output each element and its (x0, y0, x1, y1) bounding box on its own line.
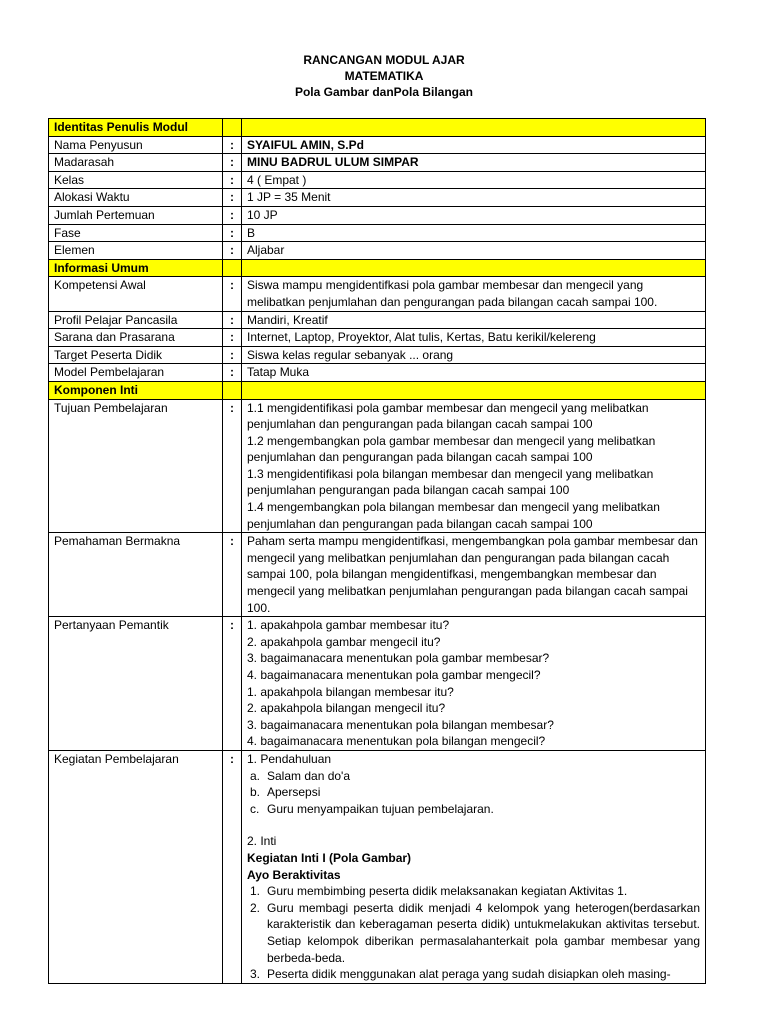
row-madrasah (49, 154, 706, 172)
section-informasi (49, 259, 706, 277)
pendahuluan-item: b. Apersepsi (250, 785, 321, 800)
inti-item: 3. Peserta didik menggunakan alat peraga yang sudah disiapkan oleh masing- (250, 967, 671, 982)
separator: : (223, 750, 242, 983)
section-informasi-label: Informasi Umum (49, 259, 223, 277)
penyusun-label: Nama Penyusun (49, 136, 223, 154)
pemahaman-label: Pemahaman Bermakna (49, 533, 223, 617)
row-elemen (49, 242, 706, 260)
section-komponen-label: Komponen Inti (49, 381, 223, 399)
row-alokasi (49, 189, 706, 207)
separator: : (223, 311, 242, 329)
tujuan-item: 1.4 mengembangkan pola bilangan membesar dan mengecil yang melibatkan penjumlahan dan pengurangan pada bilangan cacah sampai 100 (247, 500, 660, 531)
pendahuluan-item: c. Guru menyampaikan tujuan pembelajaran. (250, 801, 494, 816)
separator: : (223, 329, 242, 347)
profil-value: Mandiri, Kreatif (242, 311, 706, 329)
separator: : (223, 346, 242, 364)
fase-label: Fase (49, 224, 223, 242)
doc-title-line2: MATEMATIKA (344, 69, 424, 83)
pertemuan-value: 10 JP (242, 206, 706, 224)
separator: : (223, 206, 242, 224)
section-identitas-label: Identitas Penulis Modul (49, 119, 223, 137)
target-label: Target Peserta Didik (49, 346, 223, 364)
pertanyaan-item: 2. apakahpola bilangan mengecil itu? (247, 701, 446, 716)
doc-title-line3: Pola Gambar danPola Bilangan (294, 85, 474, 99)
inti-title: Kegiatan Inti I (Pola Gambar) (247, 850, 412, 865)
row-fase (49, 224, 706, 242)
pertanyaan-item: 4. bagaimanacara menentukan pola gambar mengecil? (247, 668, 541, 682)
section-komponen (49, 381, 706, 399)
madrasah-value: MINU BADRUL ULUM SIMPAR (242, 154, 706, 172)
pertanyaan-item: 3. bagaimanacara menentukan pola bilangan membesar? (247, 717, 554, 732)
section-identitas (49, 119, 706, 137)
target-value: Siswa kelas regular sebanyak ... orang (242, 346, 706, 364)
profil-label: Profil Pelajar Pancasila (49, 311, 223, 329)
inti-item: 2. Guru membagi peserta didik menjadi 4 kelompok yang heterogen(berdasarkan karakteristik dan keberagaman peserta didik) untukmelakukan aktivitas tersebut. Setiap kelompok diberikan permasalahanterkait pola gambar membesar yang berbeda-beda. (250, 900, 700, 965)
separator: : (223, 364, 242, 382)
row-kegiatan (49, 750, 706, 983)
separator: : (223, 224, 242, 242)
pertanyaan-item: 1. apakahpola gambar membesar itu? (247, 618, 450, 633)
separator: : (223, 617, 242, 751)
separator: : (223, 277, 242, 311)
elemen-value: Aljabar (242, 242, 706, 260)
kelas-value: 4 ( Empat ) (242, 171, 706, 189)
row-profil (49, 311, 706, 329)
pertemuan-label: Jumlah Pertemuan (49, 206, 223, 224)
row-penyusun (49, 136, 706, 154)
row-pertemuan (49, 206, 706, 224)
pertanyaan-item: 2. apakahpola gambar mengecil itu? (247, 634, 441, 649)
pertanyaan-item: 4. bagaimanacara menentukan pola bilangan mengecil? (247, 734, 546, 749)
model-value: Tatap Muka (242, 364, 706, 382)
tujuan-item: 1.2 mengembangkan pola gambar membesar dan mengecil yang melibatkan penjumlahan dan pengurangan pada bilangan cacah sampai 100 (247, 433, 656, 465)
pendahuluan-heading: 1. Pendahuluan (247, 751, 332, 766)
madrasah-label: Madarasah (49, 154, 223, 172)
row-tujuan (49, 399, 706, 533)
penyusun-value: SYAIFUL AMIN, S.Pd (242, 136, 706, 154)
separator: : (223, 171, 242, 189)
alokasi-value: 1 JP = 35 Menit (242, 189, 706, 207)
model-label: Model Pembelajaran (49, 364, 223, 382)
separator: : (223, 399, 242, 533)
separator: : (223, 533, 242, 617)
alokasi-label: Alokasi Waktu (49, 189, 223, 207)
tujuan-label: Tujuan Pembelajaran (49, 399, 223, 533)
row-model (49, 364, 706, 382)
tujuan-item: 1.1 mengidentifikasi pola gambar membesar dan mengecil yang melibatkan penjumlahan dan pengurangan pada bilangan cacah sampai 100 (247, 400, 649, 432)
kompetensi-label: Kompetensi Awal (49, 277, 223, 311)
elemen-label: Elemen (49, 242, 223, 260)
row-kelas (49, 171, 706, 189)
doc-title-line1: RANCANGAN MODUL AJAR (303, 53, 465, 67)
separator: : (223, 136, 242, 154)
separator: : (223, 189, 242, 207)
row-target (49, 346, 706, 364)
pendahuluan-item: a. Salam dan do'a (250, 768, 351, 783)
modul-table (48, 118, 706, 984)
tujuan-item: 1.3 mengidentifikasi pola bilangan membesar dan mengecil yang melibatkan penjumlahan pengurangan pada bilangan cacah sampai 100 (247, 466, 654, 498)
pertanyaan-item: 1. apakahpola bilangan membesar itu? (247, 684, 454, 699)
kegiatan-label: Kegiatan Pembelajaran (49, 750, 223, 983)
fase-value: B (242, 224, 706, 242)
row-sarana (49, 329, 706, 347)
pertanyaan-label: Pertanyaan Pemantik (49, 617, 223, 751)
pemahaman-value: Paham serta mampu mengidentifkasi, mengembangkan pola gambar membesar dan mengecil yang melibatkan penjumlahan dan pengurangan pada bilangan cacah sampai 100, pola bilangan mengidentifkasi, mengembangkan membesar dan mengecil yang melibatkan penjumlahan pengurangan pada bilangan cacah sampai 100. (242, 533, 706, 617)
pertanyaan-item: 3. bagaimanacara menentukan pola gambar membesar? (247, 651, 550, 666)
sarana-label: Sarana dan Prasarana (49, 329, 223, 347)
sarana-value: Internet, Laptop, Proyektor, Alat tulis, Kertas, Batu kerikil/kelereng (242, 329, 706, 347)
kelas-label: Kelas (49, 171, 223, 189)
ayo-beraktivitas: Ayo Beraktivitas (247, 867, 341, 882)
row-pertanyaan (49, 617, 706, 751)
inti-heading: 2. Inti (247, 834, 277, 849)
inti-item: 1. Guru membimbing peserta didik melaksanakan kegiatan Aktivitas 1. (250, 884, 628, 899)
separator: : (223, 154, 242, 172)
kompetensi-value: Siswa mampu mengidentifkasi pola gambar membesar dan mengecil yang melibatkan penjumlahan dan pengurangan pada bilangan cacah sampai 100. (242, 277, 706, 311)
separator: : (223, 242, 242, 260)
row-pemahaman (49, 533, 706, 617)
row-kompetensi (49, 277, 706, 311)
